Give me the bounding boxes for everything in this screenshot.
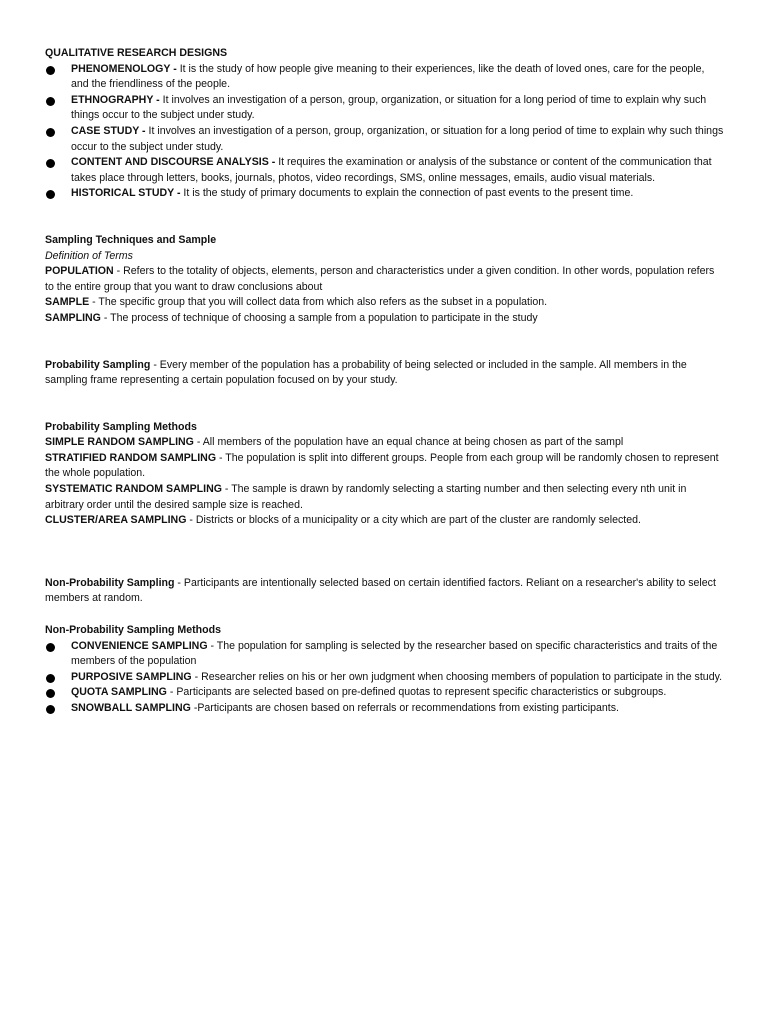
item-term: SNOWBALL SAMPLING (71, 702, 191, 714)
method-systematic-random (45, 482, 725, 513)
list-item (45, 685, 725, 701)
method-cluster-area (45, 513, 725, 529)
bullet-icon (46, 97, 55, 106)
list-item (45, 701, 725, 717)
document-page (45, 46, 725, 717)
item-term: HISTORICAL STUDY - (71, 187, 181, 200)
item-text: It requires the examination or analysis of the substance or content of the communication that takes place through letters, books, journals, photos, video recordings, SMS, online messages, emails, audio visual materials. (71, 156, 712, 184)
item-text: - Researcher relies on his or her own judgment when choosing members of population to participate in the study. (191, 670, 723, 683)
method-term: SYSTEMATIC RANDOM SAMPLING (45, 483, 222, 496)
sampling-heading: Sampling Techniques and Sample (45, 233, 217, 246)
non-probability-methods-heading: Non-Probability Sampling Methods (45, 624, 221, 637)
probability-sampling-paragraph (45, 358, 725, 389)
item-text: -Participants are chosen based on referrals or recommendations from existing participants. (190, 702, 619, 714)
item-text: It involves an investigation of a person, group, organization, or situation for a long period of time to explain why such things occur to the subject under study. (71, 124, 724, 153)
item-text: - The population for sampling is selected by the researcher based on specific characteristics and traits of the members of the population (71, 639, 718, 668)
item-term: CONVENIENCE SAMPLING (71, 639, 208, 652)
qualitative-list (45, 62, 725, 202)
definition-text: - The specific group that you will collect data from which also refers as the subset in a population. (89, 296, 548, 309)
list-item (45, 639, 725, 670)
definitions-subheading: Definition of Terms (45, 249, 133, 262)
definition-text: - Refers to the totality of objects, elements, person and characteristics under a given condition. In other words, population refers to the entire group that you want to draw conclusions about (45, 265, 715, 293)
list-item (45, 670, 725, 686)
method-stratified-random (45, 451, 725, 482)
item-text: - Participants are selected based on pre-defined quotas to represent specific characteristics or subgroups. (166, 686, 667, 699)
item-text: It is the study of primary documents to explain the connection of past events to the present time. (180, 187, 634, 200)
definition-term: SAMPLING (45, 311, 101, 324)
non-probability-sampling-paragraph (45, 576, 725, 607)
bullet-icon (46, 674, 55, 683)
non-probability-text: - Participants are intentionally selected based on certain identified factors. Reliant on a researcher's ability to select members at random. (45, 576, 716, 605)
bullet-icon (46, 190, 55, 199)
list-item (45, 155, 725, 186)
list-item (45, 124, 725, 155)
non-probability-term: Non-Probability Sampling (45, 576, 175, 589)
method-term: SIMPLE RANDOM SAMPLING (45, 436, 194, 449)
probability-text: - Every member of the population has a probability of being selected or included in the sample. All members in the sampling frame representing a certain population focused on by your study. (45, 358, 687, 387)
list-item (45, 62, 725, 93)
method-text: - Districts or blocks of a municipality or a city which are part of the cluster are randomly selected. (186, 514, 641, 527)
definition-text: - The process of technique of choosing a sample from a population to participate in the study (100, 311, 538, 324)
method-text: - The sample is drawn by randomly selecting a starting number and then selecting every nth unit in arbitrary order until the desired sample size is reached. (45, 483, 687, 511)
probability-methods-heading: Probability Sampling Methods (45, 420, 197, 433)
non-probability-methods-list (45, 639, 725, 717)
method-text: - The population is split into different groups. People from each group will be randomly chosen to represent the whole population. (45, 451, 719, 480)
method-term: STRATIFIED RANDOM SAMPLING (45, 451, 217, 464)
item-text: It involves an investigation of a person, group, organization, or situation for a long period of time to explain why such things occur to the subject under study. (71, 93, 707, 122)
qualitative-heading: QUALITATIVE RESEARCH DESIGNS (45, 47, 228, 59)
bullet-icon (46, 128, 55, 137)
bullet-icon (46, 643, 55, 652)
method-text: - All members of the population have an equal chance at being chosen as part of the sampl (193, 436, 624, 449)
bullet-icon (46, 689, 55, 698)
list-item (45, 186, 725, 202)
definition-sampling (45, 311, 725, 327)
method-simple-random (45, 435, 725, 451)
bullet-icon (46, 705, 55, 714)
definition-sample (45, 295, 725, 311)
item-term: QUOTA SAMPLING (71, 686, 167, 699)
list-item (45, 93, 725, 124)
item-term: CONTENT AND DISCOURSE ANALYSIS - (71, 156, 276, 169)
bullet-icon (46, 66, 55, 75)
probability-term: Probability Sampling (45, 358, 151, 371)
definition-term: POPULATION (45, 265, 114, 278)
bullet-icon (46, 159, 55, 168)
method-term: CLUSTER/AREA SAMPLING (45, 514, 187, 527)
definition-population (45, 264, 725, 295)
item-term: ETHNOGRAPHY - (71, 93, 160, 106)
item-term: PURPOSIVE SAMPLING (71, 670, 192, 683)
item-text: It is the study of how people give meaning to their experiences, like the death of loved ones, care for the people, and the friendliness of the people. (71, 62, 705, 91)
definition-term: SAMPLE (45, 296, 90, 309)
item-term: CASE STUDY - (71, 124, 146, 137)
item-term: PHENOMENOLOGY - (71, 62, 177, 75)
